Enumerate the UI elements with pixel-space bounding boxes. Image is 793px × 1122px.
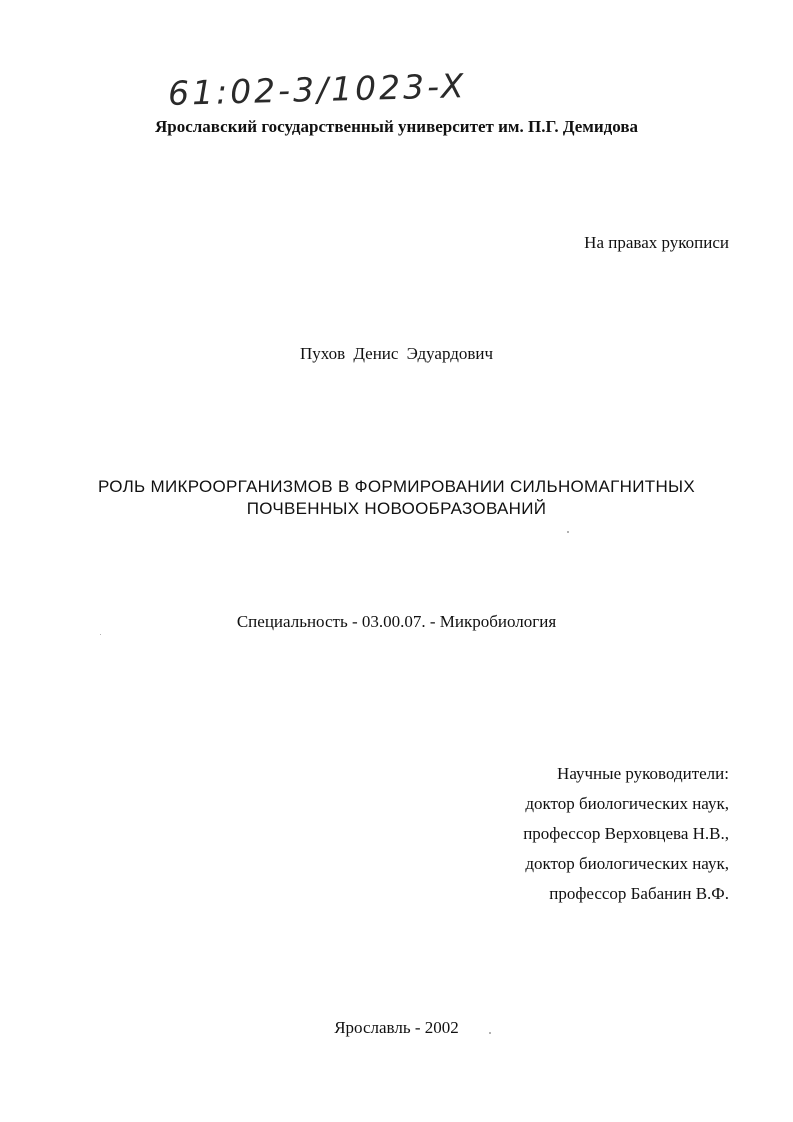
city-year: Ярославль - 2002 [334,1018,459,1037]
supervisor-line: доктор биологических наук, [525,854,729,873]
supervisors-heading: Научные руководители: [557,764,729,783]
author-name: Пухов Денис Эдуардович [299,344,494,363]
scan-speck [100,634,101,635]
supervisor-line: профессор Бабанин В.Ф. [549,884,729,903]
scan-speck [489,1032,491,1034]
thesis-title [0,476,793,520]
supervisor-line: доктор биологических наук, [525,794,729,813]
supervisor-line: профессор Верховцева Н.В., [523,824,729,843]
handwritten-archive-code: 61:02-3/1023-X [167,66,467,113]
university-name: Ярославский государственный университет им. П.Г. Демидова [154,117,639,136]
scan-speck [567,531,569,533]
thesis-title-line-1: РОЛЬ МИКРООРГАНИЗМОВ В ФОРМИРОВАНИИ СИЛЬНОМАГНИТНЫХ [97,477,696,496]
supervisors-block [523,759,729,909]
specialty-line: Специальность - 03.00.07. - Микробиология [236,612,557,631]
manuscript-note: На правах рукописи [584,233,729,252]
thesis-title-line-2: ПОЧВЕННЫХ НОВООБРАЗОВАНИЙ [246,499,547,518]
